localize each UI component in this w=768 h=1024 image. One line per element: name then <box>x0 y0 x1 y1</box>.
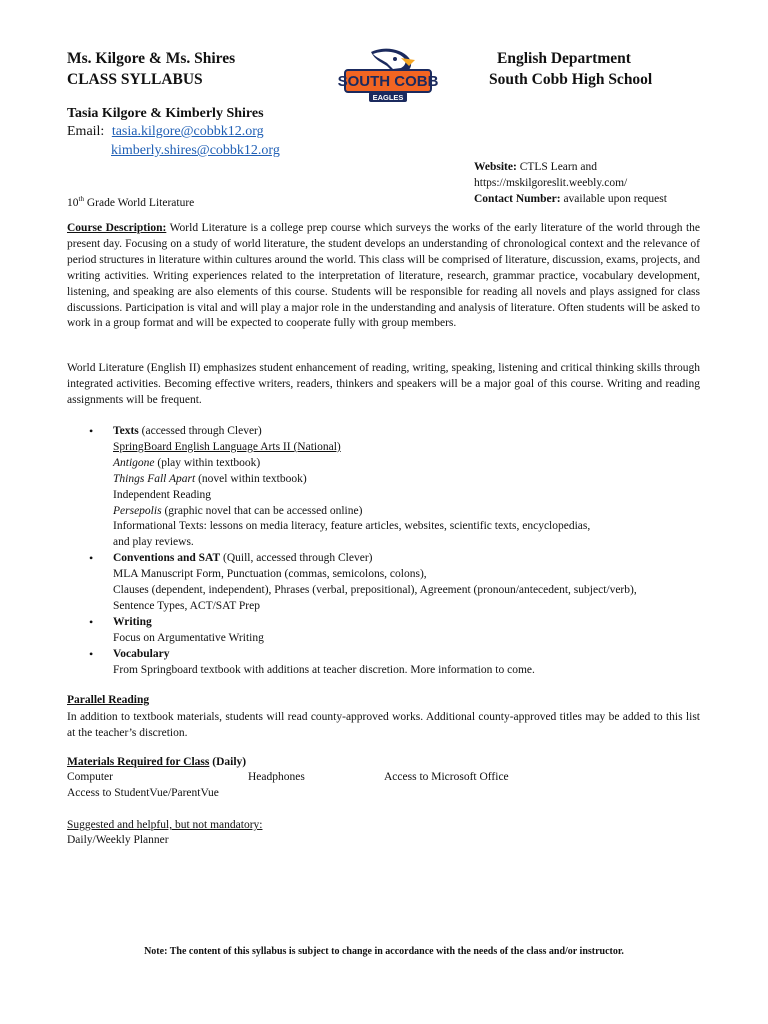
topic-vocabulary <box>67 647 697 679</box>
topic-conventions-title: Conventions and SAT <box>113 552 221 565</box>
contact-number-value: available upon request <box>563 193 667 205</box>
material-microsoft-office: Access to Microsoft Office <box>384 771 509 783</box>
website-url: https://mskilgoreslit.weebly.com/ <box>474 177 628 189</box>
topic-texts-note: (accessed through Clever) <box>141 425 262 437</box>
header-right-line2: South Cobb High School <box>489 71 653 88</box>
grade-suffix: th <box>78 195 84 203</box>
grade-number: 10 <box>67 196 79 209</box>
topic-writing-title: • Writing <box>113 615 152 628</box>
parallel-reading-text: In addition to textbook materials, students will read county-approved works. Additional county-approved titles may be added to this list at the teacher’s discretion. <box>67 711 700 739</box>
topic-conventions <box>67 551 697 615</box>
persepolis-note: (graphic novel that can be accessed online) <box>164 504 363 517</box>
header-left-line2: CLASS SYLLABUS <box>67 71 203 88</box>
conventions-clauses: Clauses (dependent, independent), Phrases (verbal, prepositional), Agreement (pronoun/antecedent, subject/verb), Sentence Types, ACT/SAT Prep <box>113 584 637 612</box>
contact-number-row <box>474 191 667 207</box>
email-link-shires[interactable]: kimberly.shires@cobbk12.org <box>111 143 280 158</box>
material-headphones: Headphones <box>248 771 305 783</box>
course-topics-list <box>67 424 697 679</box>
website-row <box>474 159 597 175</box>
parallel-reading-title: Parallel Reading <box>67 694 150 706</box>
topic-writing <box>67 615 697 647</box>
antigone-note: (play within textbook) <box>157 456 261 469</box>
email-label: Email: <box>67 124 105 139</box>
springboard-title: SpringBoard English Language Arts II (National) <box>113 440 341 453</box>
materials-title-suffix: (Daily) <box>212 756 247 768</box>
conventions-mla: MLA Manuscript Form, Punctuation (commas, semicolons, colons), <box>113 568 427 581</box>
persepolis-title: Persepolis <box>113 504 162 517</box>
topic-conventions-note: (Quill, accessed through Clever) <box>223 552 373 565</box>
email-link-kilgore[interactable]: tasia.kilgore@cobbk12.org <box>111 124 264 139</box>
suggested-planner: Daily/Weekly Planner <box>67 834 169 846</box>
email-row-1 <box>67 124 264 140</box>
grade-course-name: Grade World Literature <box>86 196 195 209</box>
header-right-line1: English Department <box>497 50 631 67</box>
logo-text-top: SOUTH COBB <box>337 73 439 90</box>
south-cobb-eagle-logo <box>337 46 439 106</box>
material-computer: Computer <box>67 771 113 783</box>
footer-note: Note: The content of this syllabus is subject to change in accordance with the needs of the class and/or instructor. <box>144 946 624 957</box>
teacher-names: Tasia Kilgore & Kimberly Shires <box>67 106 264 121</box>
header-left-line1: Ms. Kilgore & Ms. Shires <box>67 50 236 67</box>
course-grade <box>67 191 194 211</box>
writing-focus: Focus on Argumentative Writing <box>113 631 264 644</box>
things-fall-apart-title: Things Fall Apart <box>113 472 196 485</box>
things-fall-apart-note: (novel within textbook) <box>198 472 307 485</box>
topic-texts-title: Texts <box>113 425 139 437</box>
logo-text-bottom: EAGLES <box>372 93 404 102</box>
course-description <box>67 221 700 332</box>
vocabulary-text: From Springboard textbook with additions at teacher discretion. More information to come. <box>113 663 535 676</box>
course-emphasis-paragraph: World Literature (English II) emphasizes student enhancement of reading, writing, speaking, listening and critical thinking skills through integrated activities. Becoming effective writers, readers, thinkers and speakers will be a major goal of this course. Writing and reading assignments will be frequent. <box>67 362 700 406</box>
materials-heading <box>67 756 246 768</box>
topic-vocabulary-title: • Vocabulary <box>113 647 170 660</box>
course-description-text: World Literature is a college prep course which surveys the works of the early literature of the world through the present day. Focusing on a study of world literature, the student develops an understanding of chronological context and the relevance of period structures in literature within cultures around the world. This class will be comprised of literature, discussion, exams, projects, and writing activities. Writing experiences related to the interpretation of literature, research, grammar practice, vocabulary development, listening, and speaking are also elements of this course. Students will be responsible for reading all novels and plays assigned for class discussions. Participation is vital and will play a major role in the understanding and analysis of literature. Often students will be asked to work in a group format and will be expected to cooperate fully with group members. <box>67 222 701 330</box>
website-value: CTLS Learn and <box>519 161 597 173</box>
course-description-label: Course Description: <box>67 222 167 234</box>
materials-title: Materials Required for Class <box>67 756 210 768</box>
contact-number-label: Contact Number: <box>474 193 561 205</box>
email-row-2 <box>111 143 280 159</box>
topic-texts <box>67 424 697 551</box>
antigone-title: Antigone <box>113 456 155 469</box>
informational-texts: Informational Texts: lessons on media literacy, feature articles, websites, scientific texts, encyclopedias, and play reviews. <box>113 520 591 549</box>
independent-reading: Independent Reading <box>113 488 212 501</box>
website-label: Website: <box>474 161 517 173</box>
material-studentvue: Access to StudentVue/ParentVue <box>67 787 219 799</box>
suggested-title: Suggested and helpful, but not mandatory: <box>67 819 263 831</box>
